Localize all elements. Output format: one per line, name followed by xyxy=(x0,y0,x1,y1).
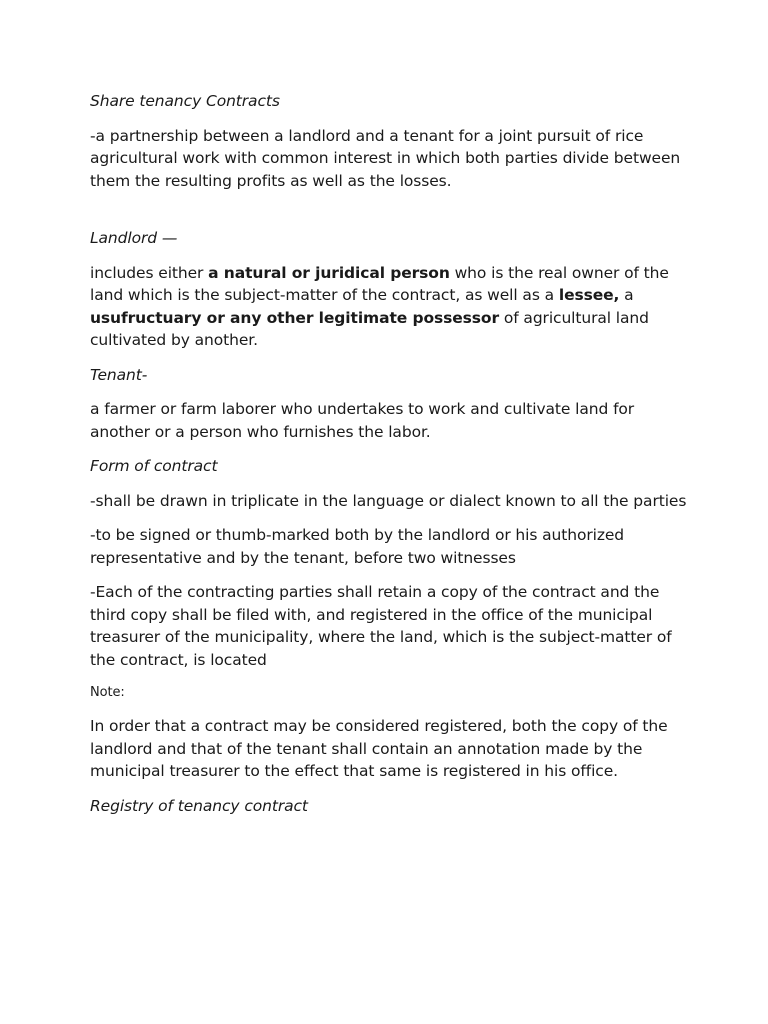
form-item-3: -Each of the contracting parties shall retain a copy of the contract and the third copy shall be filed with, and registered in the office of the municipal treasurer of the municipality, where the land, which is the subject-matter of the contract, is located xyxy=(90,583,672,669)
landlord-text-3: a xyxy=(619,286,634,304)
heading-landlord: Landlord — xyxy=(90,229,178,247)
form-item-2: -to be signed or thumb-marked both by the landlord or his authorized representative and by the tenant, before two witnesses xyxy=(90,526,625,567)
heading-share-tenancy: Share tenancy Contracts xyxy=(90,92,280,110)
landlord-bold-1: a natural or juridical person xyxy=(208,263,450,282)
note-label: Note: xyxy=(90,685,125,700)
heading-form-of-contract: Form of contract xyxy=(90,457,218,475)
share-tenancy-definition: -a partnership between a landlord and a tenant for a joint pursuit of rice agricultural work with common interest in which both parties divide between them the resulting profits as well as the losses. xyxy=(90,126,681,190)
heading-registry: Registry of tenancy contract xyxy=(90,796,308,815)
heading-tenant: Tenant- xyxy=(90,365,148,384)
note-text: In order that a contract may be considered registered, both the copy of the landlord and that of the tenant shall contain an annotation made by the municipal treasurer to the effect that same is registered in his office. xyxy=(90,717,668,780)
form-item-1: -shall be drawn in triplicate in the language or dialect known to all the parties xyxy=(90,491,687,510)
landlord-bold-3: usufructuary or any other legitimate possessor xyxy=(90,308,500,327)
landlord-text-4: of agricultural land cultivated by another. xyxy=(90,308,649,349)
tenant-definition: a farmer or farm laborer who undertakes to work and cultivate land for another or a person who furnishes the labor. xyxy=(90,400,635,441)
document-page xyxy=(90,90,690,829)
landlord-definition xyxy=(90,262,690,352)
landlord-text-2: who is the real owner of the land which is the subject-matter of the contract, as well as a xyxy=(90,263,669,304)
landlord-text-1: includes either xyxy=(90,263,209,282)
landlord-bold-2: lessee, xyxy=(558,286,620,304)
